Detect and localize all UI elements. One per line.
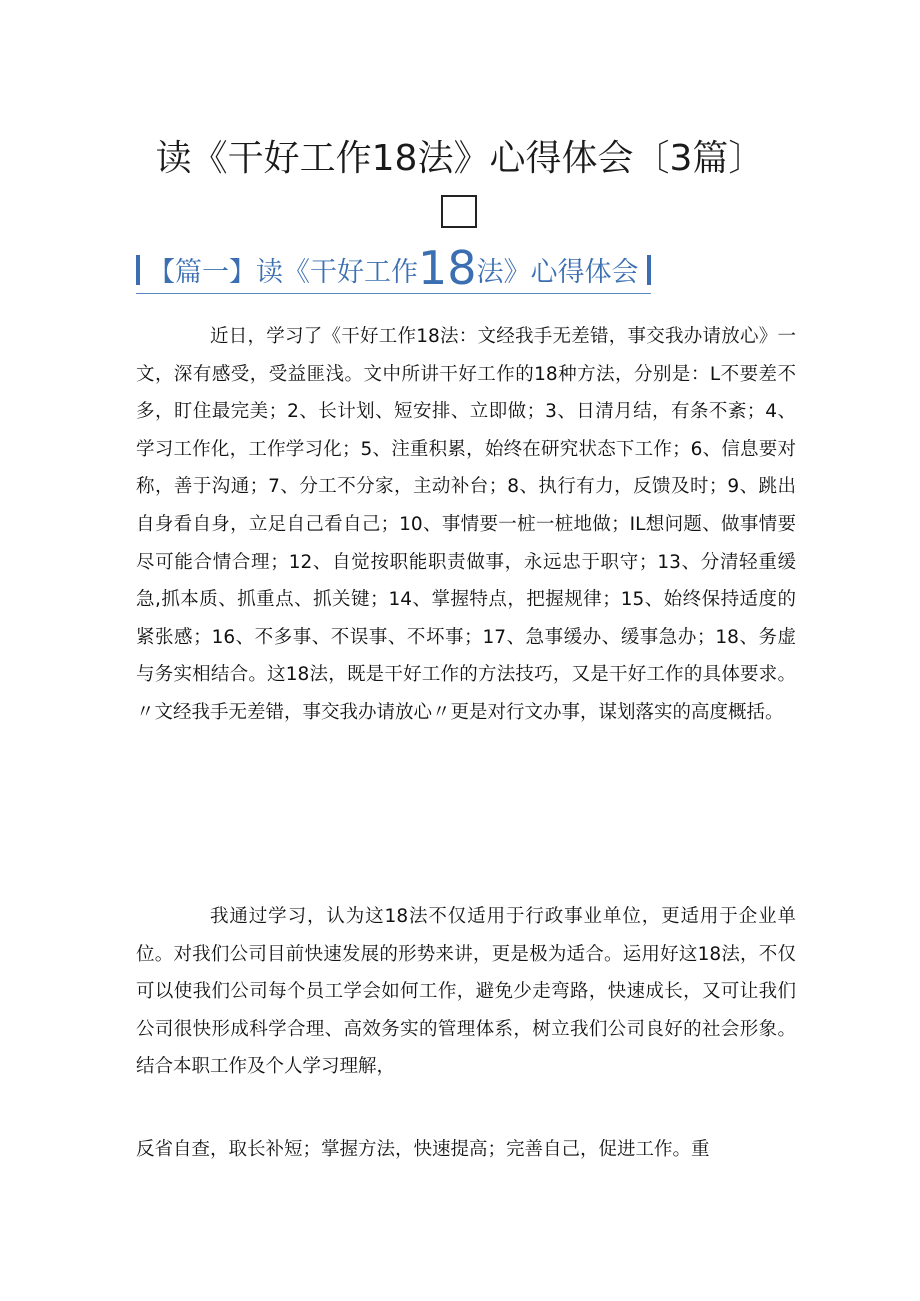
body-paragraph-1: 近日，学习了《干好工作18法：文经我手无差错，事交我办请放心》一文，深有感受，受益匪浅。文中所讲干好工作的18种方法，分别是：L不要差不多，盯住最完美；2、长计划、短安排、立即做；3、日清月结，有条不紊；4、学习工作化，工作学习化；5、注重积累，始终在研究状态下工作；6、信息要对称，善于沟通；7、分工不分家，主动补台；8、执行有力，反馈及时；9、跳出自身看自身，立足自己看自己；10、事情要一桩一桩地做；IL想问题、做事情要尽可能合情合理；12、自觉按职能职责做事，永远忠于职守；13、分清轻重缓急,抓本质、抓重点、抓关键；14、掌握特点，把握规律；15、始终保持适度的紧张感；16、不多事、不误事、不坏事；17、急事缓办、缓事急办；18、务虚与务实相结合。这18法，既是干好工作的方法技巧，又是干好工作的具体要求。〃文经我手无差错，事交我办请放心〃更是对行文办事，谋划落实的高度概括。: [136, 326, 796, 723]
section-heading-number: 18: [418, 241, 477, 295]
document-title: 读《干好工作18法》心得体会〔3篇〕: [155, 138, 765, 179]
heading-right-bar: [647, 255, 651, 285]
section-heading[interactable]: [136, 243, 651, 294]
heading-left-bar: [136, 255, 140, 285]
section-heading-prefix: 【篇一】读《干好工作: [148, 257, 418, 288]
body-paragraph-2: 我通过学习，认为这18法不仅适用于行政事业单位，更适用于企业单位。对我们公司目前快速发展的形势来讲，更是极为适合。运用好这18法，不仅可以使我们公司每个员工学会如何工作，避免少走弯路，快速成长，又可让我们公司很快形成科学合理、高效务实的管理体系，树立我们公司良好的社会形象。结合本职工作及个人学习理解，: [136, 906, 796, 1078]
checkbox-icon: [441, 195, 477, 228]
section-heading-suffix: 法》心得体会: [476, 257, 639, 288]
body-paragraph-3: 反省自查，取长补短；掌握方法，快速提高；完善自己，促进工作。重: [136, 1139, 710, 1160]
